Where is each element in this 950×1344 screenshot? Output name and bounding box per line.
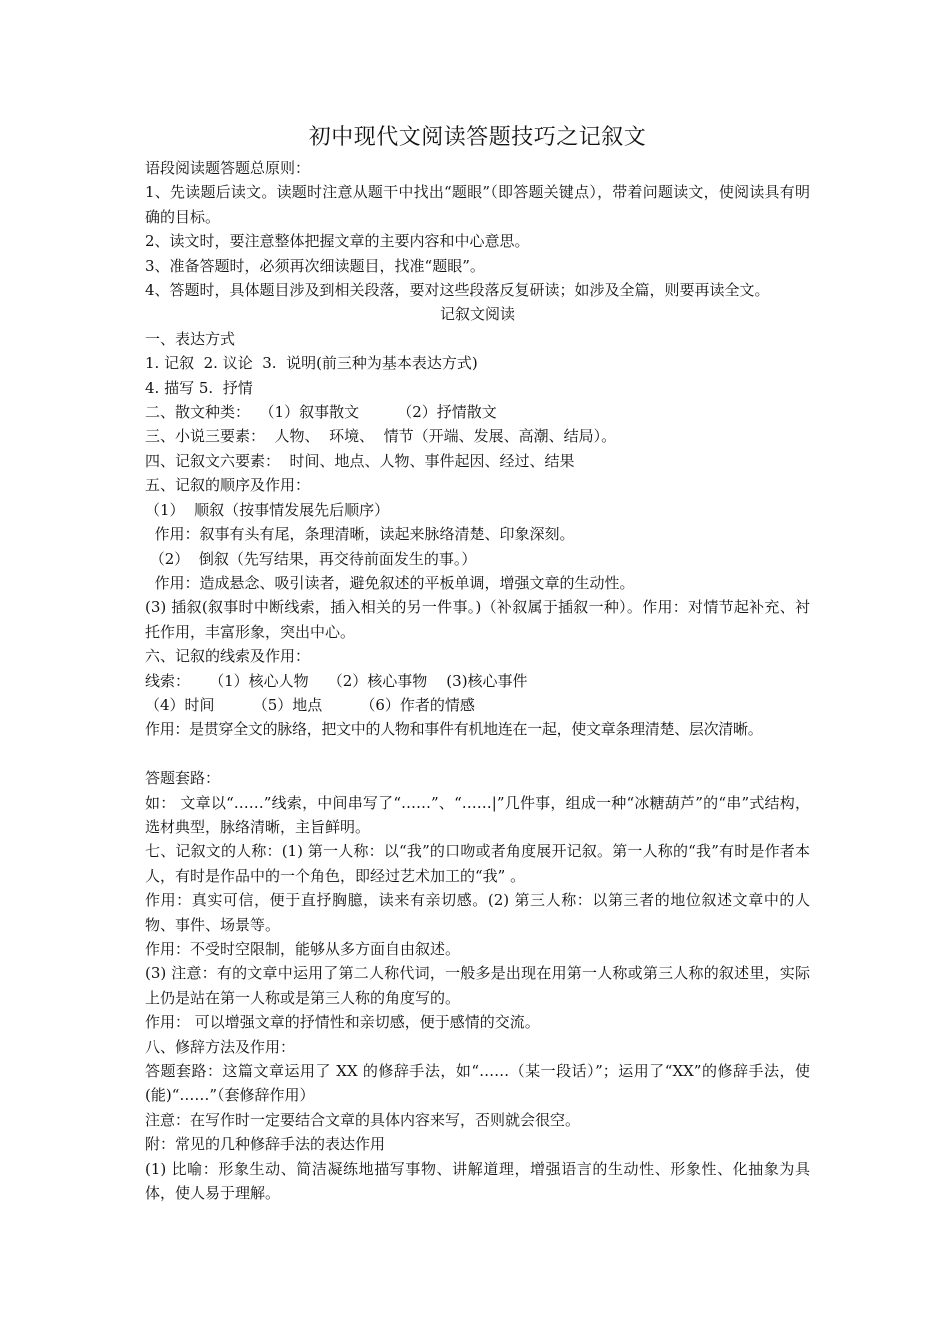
text-line: 答题套路： bbox=[145, 769, 221, 788]
text-line: 六、记叙的线索及作用： bbox=[145, 647, 311, 666]
text-line: （2） 倒叙（先写结果，再交待前面发生的事。） bbox=[145, 549, 477, 568]
text-line: 作用： 可以增强文章的抒情性和亲切感，便于感情的交流。 bbox=[145, 1013, 540, 1032]
text-line: 八、修辞方法及作用： bbox=[145, 1037, 296, 1056]
text-line: 一、表达方式 bbox=[145, 329, 236, 348]
text-line: 1、先读题后读文。读题时注意从题干中找出“题眼”（即答题关键点），带着问题读文，使阅读具有明确的目标。 bbox=[145, 183, 810, 226]
text-line: 四、记叙文六要素： 时间、地点、人物、事件起因、经过、结果 bbox=[145, 451, 575, 470]
text-line: 作用：不受时空限制，能够从多方面自由叙述。 bbox=[145, 939, 461, 958]
body-text bbox=[145, 156, 810, 1205]
text-line: 作用：叙事有头有尾，条理清晰，读起来脉络清楚、印象深刻。 bbox=[145, 525, 575, 544]
text-line: 语段阅读题答题总原则： bbox=[145, 159, 311, 177]
text-line: 2、读文时，要注意整体把握文章的主要内容和中心意思。 bbox=[145, 232, 530, 251]
text-line: (3) 插叙(叙事时中断线索，插入相关的另一件事。)（补叙属于插叙一种）。作用：对情节起补充、衬托作用，丰富形象，突出中心。 bbox=[145, 598, 810, 641]
text-line: 五、记叙的顺序及作用： bbox=[145, 476, 311, 495]
text-line: 附：常见的几种修辞手法的表达作用 bbox=[145, 1135, 386, 1154]
text-line: (3) 注意：有的文章中运用了第二人称代词，一般多是出现在用第一人称或第三人称的叙述里，实际上仍是站在第一人称或是第三人称的角度写的。 bbox=[145, 964, 810, 1007]
text-line: （1） 顺叙（按事情发展先后顺序） bbox=[145, 500, 390, 519]
text-line: 注意：在写作时一定要结合文章的具体内容来写，否则就会很空。 bbox=[145, 1110, 581, 1129]
section-heading: 记叙文阅读 bbox=[439, 305, 515, 324]
text-line: 作用：是贯穿全文的脉络，把文中的人物和事件有机地连在一起，使文章条理清楚、层次清晰。 bbox=[145, 720, 763, 739]
text-line: 线索： （1）核心人物 （2）核心事物 (3)核心事件 bbox=[145, 671, 528, 690]
document-page bbox=[145, 120, 810, 1205]
document-title: 初中现代文阅读答题技巧之记叙文 bbox=[308, 125, 647, 150]
text-line: （4）时间 （5）地点 （6）作者的情感 bbox=[145, 695, 475, 714]
text-line: 七、记叙文的人称：(1) 第一人称：以“我”的口吻或者角度展开记叙。第一人称的“我”有时是作者本人，有时是作品中的一个角色，即经过艺术加工的“我” 。 bbox=[145, 842, 810, 885]
text-line: 三、小说三要素： 人物、 环境、 情节（开端、发展、高潮、结局）。 bbox=[145, 427, 617, 446]
text-line: 1. 记叙 2. 议论 3. 说明(前三种为基本表达方式) bbox=[145, 354, 478, 373]
text-line: 答题套路：这篇文章运用了 XX 的修辞手法，如“……（某一段话）”；运用了“XX”的修辞手法，使(能)“……”（套修辞作用） bbox=[145, 1062, 810, 1105]
text-line: 4、答题时，具体题目涉及到相关段落，要对这些段落反复研读；如涉及全篇，则要再读全文。 bbox=[145, 281, 770, 300]
text-line: 作用：真实可信，便于直抒胸臆，读来有亲切感。(2) 第三人称：以第三者的地位叙述文章中的人物、事件、场景等。 bbox=[145, 891, 810, 934]
text-line: 4. 描写 5. 抒情 bbox=[145, 378, 253, 397]
text-line: 如： 文章以“……”线索，中间串写了“……”、“……|”几件事，组成一种“冰糖葫芦”的“串”式结构，选材典型，脉络清晰，主旨鲜明。 bbox=[145, 793, 810, 836]
blank-line bbox=[145, 742, 810, 766]
text-line: 二、散文种类： （1）叙事散文 （2）抒情散文 bbox=[145, 403, 497, 422]
text-line: 3、准备答题时，必须再次细读题目，找准“题眼”。 bbox=[145, 256, 485, 275]
text-line: 作用：造成悬念、吸引读者，避免叙述的平板单调，增强文章的生动性。 bbox=[145, 573, 635, 592]
text-line: (1) 比喻：形象生动、简洁凝练地描写事物、讲解道理，增强语言的生动性、形象性、化抽象为具体，使人易于理解。 bbox=[145, 1159, 810, 1203]
